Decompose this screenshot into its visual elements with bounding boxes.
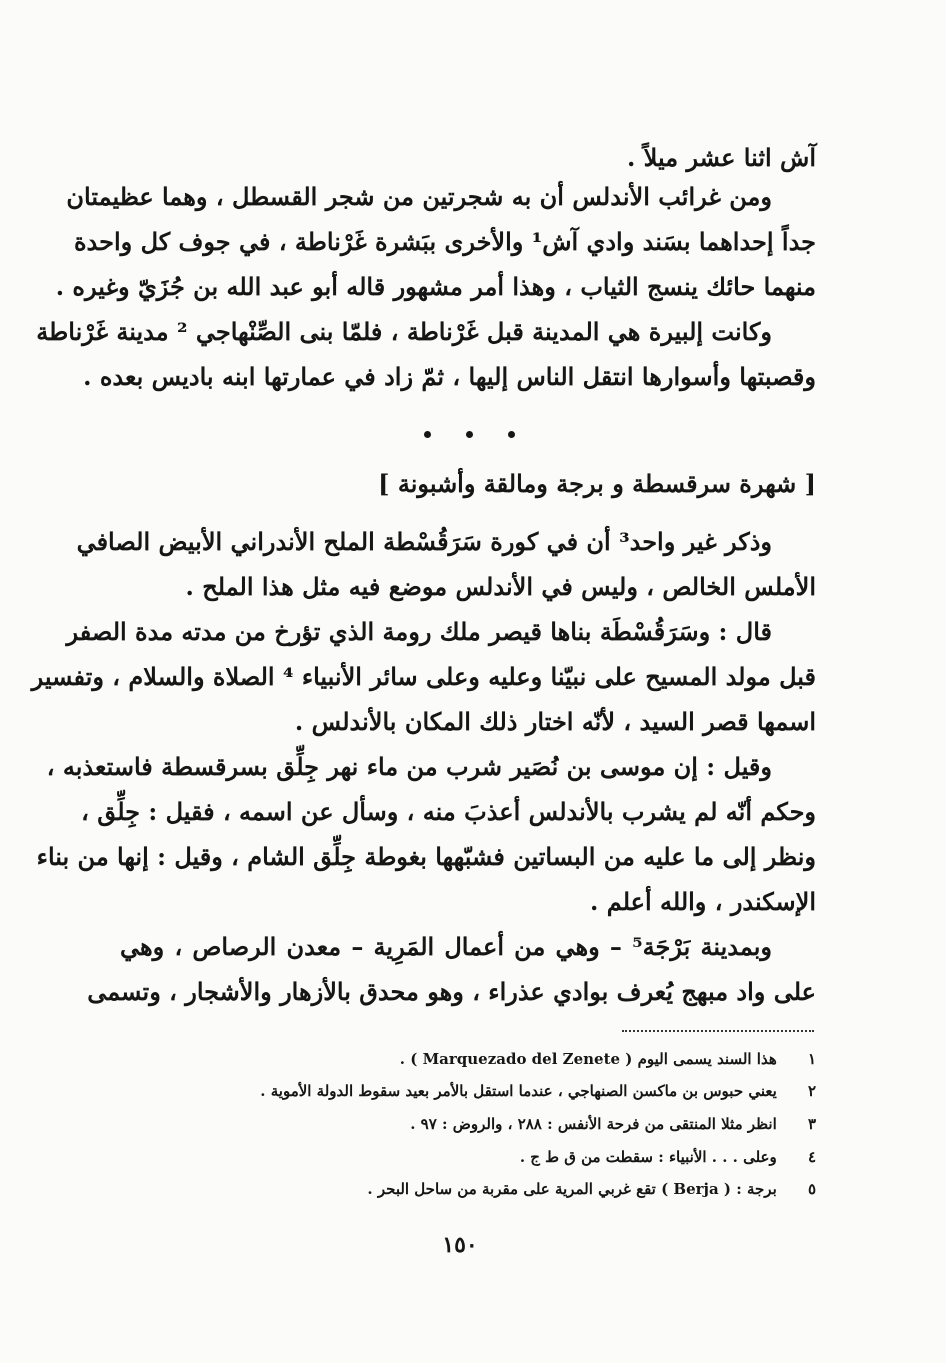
text-line: وبمدينة بَرْجَة⁵ – وهي من أعمال المَرِية – معدن الرصاص ، وهي bbox=[120, 932, 772, 961]
footnote-number: ٢ bbox=[807, 1082, 816, 1100]
footnote-number: ٤ bbox=[807, 1148, 816, 1166]
text-line: قال : وسَرَقُسْطَة بناها قيصر ملك رومة الذي تؤرخ من مدته مدة الصفر bbox=[66, 617, 772, 646]
text-line: الأملس الخالص ، وليس في الأندلس موضع فيه مثل هذا الملح . bbox=[185, 572, 816, 601]
separator-dot bbox=[508, 431, 515, 438]
footnote-divider bbox=[622, 1030, 814, 1032]
text-line: الإسكندر ، والله أعلم . bbox=[590, 887, 816, 916]
footnote-number: ٣ bbox=[807, 1115, 816, 1133]
text-line: على واد مبهج يُعرف بوادي عذراء ، وهو محدق بالأزهار والأشجار ، وتسمى bbox=[87, 977, 816, 1006]
footnote-text: هذا السند يسمى اليوم ( Marquezado del Zenete ) . bbox=[399, 1050, 777, 1068]
text-line: وكانت إلبيرة هي المدينة قبل غَرْناطة ، فلمّا بنى الصِّنْهاجي ² مدينة غَرْناطة bbox=[36, 317, 772, 346]
text-line: منهما حائك ينسج الثياب ، وهذا أمر مشهور قاله أبو عبد الله بن جُزَيّ وغيره . bbox=[55, 272, 816, 301]
footnote-text: يعني حبوس بن ماكسن الصنهاجي ، عندما استقل بالأمر بعيد سقوط الدولة الأموية . bbox=[260, 1082, 777, 1100]
text-line: ومن غرائب الأندلس أن به شجرتين من شجر القسطل ، وهما عظيمتان bbox=[66, 182, 772, 211]
footnote-number: ١ bbox=[807, 1050, 816, 1068]
footnote-text: انظر مثلا المنتقى من فرحة الأنفس : ٢٨٨ ، والروض : ٩٧ . bbox=[410, 1115, 777, 1133]
footnote-number: ٥ bbox=[807, 1180, 816, 1198]
text-line: قبل مولد المسيح على نبيّنا وعليه وعلى سائر الأنبياء ⁴ الصلاة والسلام ، وتفسير bbox=[31, 662, 816, 691]
text-line: وذكر غير واحد³ أن في كورة سَرَقُسْطة الملح الأندراني الأبيض الصافي bbox=[76, 527, 772, 556]
footnote bbox=[260, 1080, 816, 1102]
footnote bbox=[367, 1178, 816, 1200]
footnote-text: برجة : ( Berja ) تقع غربي المرية على مقربة من ساحل البحر . bbox=[367, 1180, 777, 1198]
text-line: وقصبتها وأسوارها انتقل الناس إليها ، ثمّ زاد في عمارتها ابنه باديس بعده . bbox=[83, 362, 816, 391]
separator-dot bbox=[466, 431, 473, 438]
page-number: ١٥٠ bbox=[442, 1232, 478, 1258]
footnote bbox=[520, 1146, 816, 1168]
text-line: ونظر إلى ما عليه من البساتين فشبّهها بغوطة جِلِّق الشام ، وقيل : إنها من بناء bbox=[36, 842, 816, 871]
text-line: وحكم أنّه لم يشرب بالأندلس أعذبَ منه ، وسأل عن اسمه ، فقيل : جِلِّق ، bbox=[81, 797, 816, 826]
separator-dot bbox=[424, 431, 431, 438]
text-line: جداً إحداهما بسَند وادي آش¹ والأخرى ببَشرة غَرْناطة ، في جوف كل واحدة bbox=[73, 227, 816, 256]
footnote bbox=[400, 1048, 816, 1070]
footnote bbox=[410, 1113, 816, 1135]
section-separator bbox=[400, 425, 540, 445]
text-line: اسمها قصر السيد ، لأنّه اختار ذلك المكان بالأندلس . bbox=[294, 707, 816, 736]
footnote-text: وعلى . . . الأنبياء : سقطت من ق ط ج . bbox=[519, 1148, 777, 1166]
text-line: وقيل : إن موسى بن نُصَير شرب من ماء نهر جِلِّق بسرقسطة فاستعذبه ، bbox=[46, 752, 772, 781]
text-line: آش اثنا عشر ميلاً . bbox=[626, 143, 816, 172]
section-heading: [ شهرة سرقسطة و برجة ومالقة وأشبونة ] bbox=[378, 469, 816, 498]
